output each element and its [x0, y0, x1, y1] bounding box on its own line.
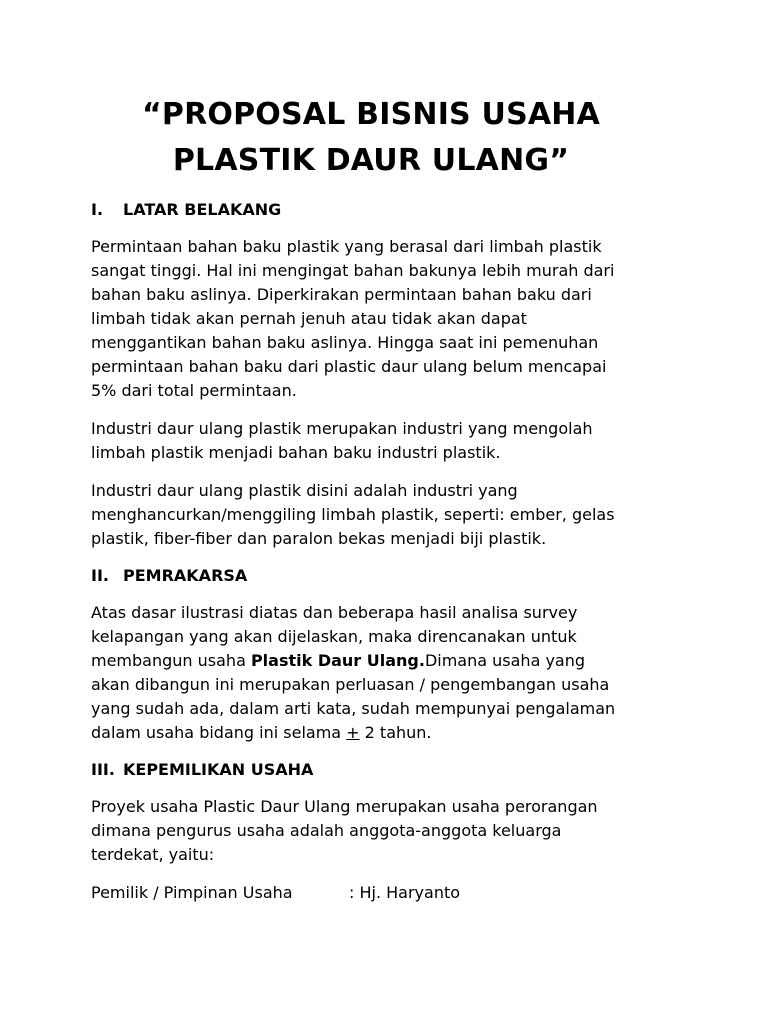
- section-1-number: I.: [91, 200, 104, 219]
- text-line: permintaan bahan baku dari plastic daur ulang belum mencapai: [91, 357, 607, 376]
- section-1-paragraph-3: [91, 479, 681, 551]
- text-line: menghancurkan/menggiling limbah plastik, seperti: ember, gelas: [91, 505, 615, 524]
- text-line: bahan baku aslinya. Diperkirakan permintaan bahan baku dari: [91, 285, 592, 304]
- text-line: Industri daur ulang plastik merupakan industri yang mengolah: [91, 419, 593, 438]
- text-line: Proyek usaha Plastic Daur Ulang merupakan usaha perorangan: [91, 797, 598, 816]
- title-line-1: “PROPOSAL BISNIS USAHA: [141, 97, 601, 132]
- text-line: Atas dasar ilustrasi diatas dan beberapa hasil analisa survey: [91, 603, 578, 622]
- text-span: membangun usaha: [91, 651, 251, 670]
- text-line: yang sudah ada, dalam arti kata, sudah mempunyai pengalaman: [91, 699, 616, 718]
- text-line: terdekat, yaitu:: [91, 845, 215, 864]
- document-title: [76, 92, 666, 184]
- business-name-bold: Plastik Daur Ulang.: [250, 651, 425, 670]
- section-3-heading: [91, 759, 681, 781]
- section-2-heading: [91, 565, 681, 587]
- section-2-paragraph: [91, 601, 681, 745]
- section-3-paragraph: [91, 795, 681, 867]
- section-1-title: LATAR BELAKANG: [123, 200, 282, 219]
- text-line: 5% dari total permintaan.: [91, 381, 297, 400]
- owner-row: [91, 881, 681, 905]
- text-line: menggantikan bahan baku aslinya. Hingga saat ini pemenuhan: [91, 333, 599, 352]
- text-line: kelapangan yang akan dijelaskan, maka direncanakan untuk: [91, 627, 577, 646]
- text-line: plastik, fiber-fiber dan paralon bekas menjadi biji plastik.: [91, 529, 547, 548]
- owner-label: Pemilik / Pimpinan Usaha: [91, 883, 293, 902]
- text-line: [91, 649, 681, 673]
- text-line: Permintaan bahan baku plastik yang berasal dari limbah plastik: [91, 237, 602, 256]
- section-2-title: PEMRAKARSA: [123, 566, 248, 585]
- section-3-number: III.: [91, 760, 115, 779]
- title-line-2: PLASTIK DAUR ULANG”: [172, 143, 570, 178]
- text-line: akan dibangun ini merupakan perluasan / pengembangan usaha: [91, 675, 610, 694]
- document-page: [91, 92, 681, 905]
- section-1-heading: [91, 199, 681, 221]
- text-span: Dimana usaha yang: [424, 651, 586, 670]
- text-line: Industri daur ulang plastik disini adalah industri yang: [91, 481, 518, 500]
- text-span: 2 tahun.: [359, 723, 432, 742]
- text-line: limbah tidak akan pernah jenuh atau tidak akan dapat: [91, 309, 527, 328]
- text-line: dimana pengurus usaha adalah anggota-anggota keluarga: [91, 821, 562, 840]
- owner-value: : Hj. Haryanto: [349, 883, 461, 902]
- section-1-paragraph-2: [91, 417, 681, 465]
- text-line: sangat tinggi. Hal ini mengingat bahan bakunya lebih murah dari: [91, 261, 615, 280]
- section-2-number: II.: [91, 566, 109, 585]
- text-span: dalam usaha bidang ini selama: [91, 723, 347, 742]
- section-3-title: KEPEMILIKAN USAHA: [123, 760, 314, 779]
- text-line: [91, 721, 681, 745]
- section-1-paragraph-1: [91, 235, 681, 403]
- text-line: limbah plastik menjadi bahan baku industri plastik.: [91, 443, 501, 462]
- plus-minus-symbol: +: [346, 723, 360, 742]
